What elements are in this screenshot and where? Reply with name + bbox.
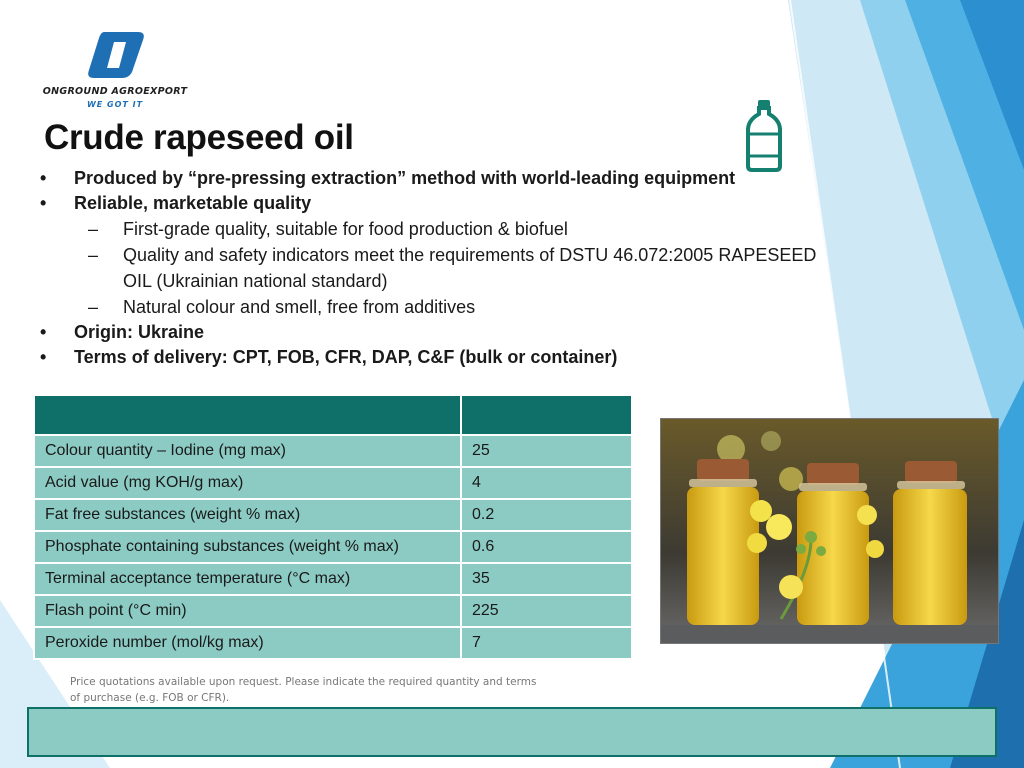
value-cell: 0.2 (461, 499, 632, 531)
footer-bar (27, 707, 997, 757)
rapeseed-oil-bottles-photo (660, 418, 999, 644)
logo-tagline: WE GOT IT (86, 100, 144, 109)
bullet-item: • Terms of delivery: CPT, FOB, CFR, DAP, C&F (bulk or container) (40, 347, 618, 367)
parameter-cell: Flash point (°C min) (34, 595, 461, 627)
table-header-row (34, 395, 632, 435)
value-cell: 25 (461, 435, 632, 467)
sub-bullet-text: Natural colour and smell, free from additives (123, 297, 476, 317)
parameter-cell: Acid value (mg KOH/g max) (34, 467, 461, 499)
logo-company-name: ONGROUND AGROEXPORT (42, 86, 188, 97)
table-row (34, 595, 632, 627)
value-cell: 35 (461, 563, 632, 595)
parameter-cell: Fat free substances (weight % max) (34, 499, 461, 531)
bullet-list (38, 166, 818, 370)
sub-bullet-item: – Natural colour and smell, free from additives (88, 297, 476, 317)
bullet-text: Terms of delivery: CPT, FOB, CFR, DAP, C&F (bulk or container) (74, 347, 618, 367)
table-row (34, 467, 632, 499)
bullet-text: Produced by “pre-pressing extraction” method with world-leading equipment (74, 168, 736, 188)
bullet-text: Reliable, marketable quality (74, 193, 312, 213)
company-logo (30, 28, 200, 114)
value-cell: 4 (461, 467, 632, 499)
parameter-cell: Terminal acceptance temperature (°C max) (34, 563, 461, 595)
value-cell: 7 (461, 627, 632, 659)
sub-bullet-item: – Quality and safety indicators meet the requirements of DSTU 46.072:2005 RAPESEED OIL (Ukrainian national standard) (88, 245, 817, 291)
bottle-icon (744, 98, 784, 172)
bullet-item: • Origin: Ukraine (40, 322, 205, 342)
bullet-item: • Reliable, marketable quality (40, 193, 312, 213)
table-row (34, 563, 632, 595)
bullet-text: Origin: Ukraine (74, 322, 205, 342)
price-note-line: of purchase (e.g. FOB or CFR). (70, 692, 230, 704)
parameter-cell: Colour quantity – Iodine (mg max) (34, 435, 461, 467)
value-cell: 0.6 (461, 531, 632, 563)
price-note (70, 674, 590, 706)
sub-bullet-text: First-grade quality, suitable for food production & biofuel (123, 219, 568, 239)
specifications-table (33, 394, 633, 660)
price-note-line: Price quotations available upon request. Please indicate the required quantity and terms (70, 676, 537, 688)
value-cell: 225 (461, 595, 632, 627)
parameter-cell: Peroxide number (mol/kg max) (34, 627, 461, 659)
table-row (34, 531, 632, 563)
table-header-cell (34, 395, 461, 435)
parameter-cell: Phosphate containing substances (weight % max) (34, 531, 461, 563)
sub-bullet-item: – First-grade quality, suitable for food production & biofuel (88, 219, 568, 239)
table-row (34, 435, 632, 467)
bullet-item: • Produced by “pre-pressing extraction” method with world-leading equipment (40, 168, 736, 188)
sub-bullet-text: Quality and safety indicators meet the requirements of DSTU 46.072:2005 RAPESEED OIL (Ukrainian national standard) (123, 245, 817, 291)
stylized-o-logo (86, 28, 146, 80)
page-title: Crude rapeseed oil (44, 118, 354, 157)
table-header-cell (461, 395, 632, 435)
table-row (34, 499, 632, 531)
table-row (34, 627, 632, 659)
